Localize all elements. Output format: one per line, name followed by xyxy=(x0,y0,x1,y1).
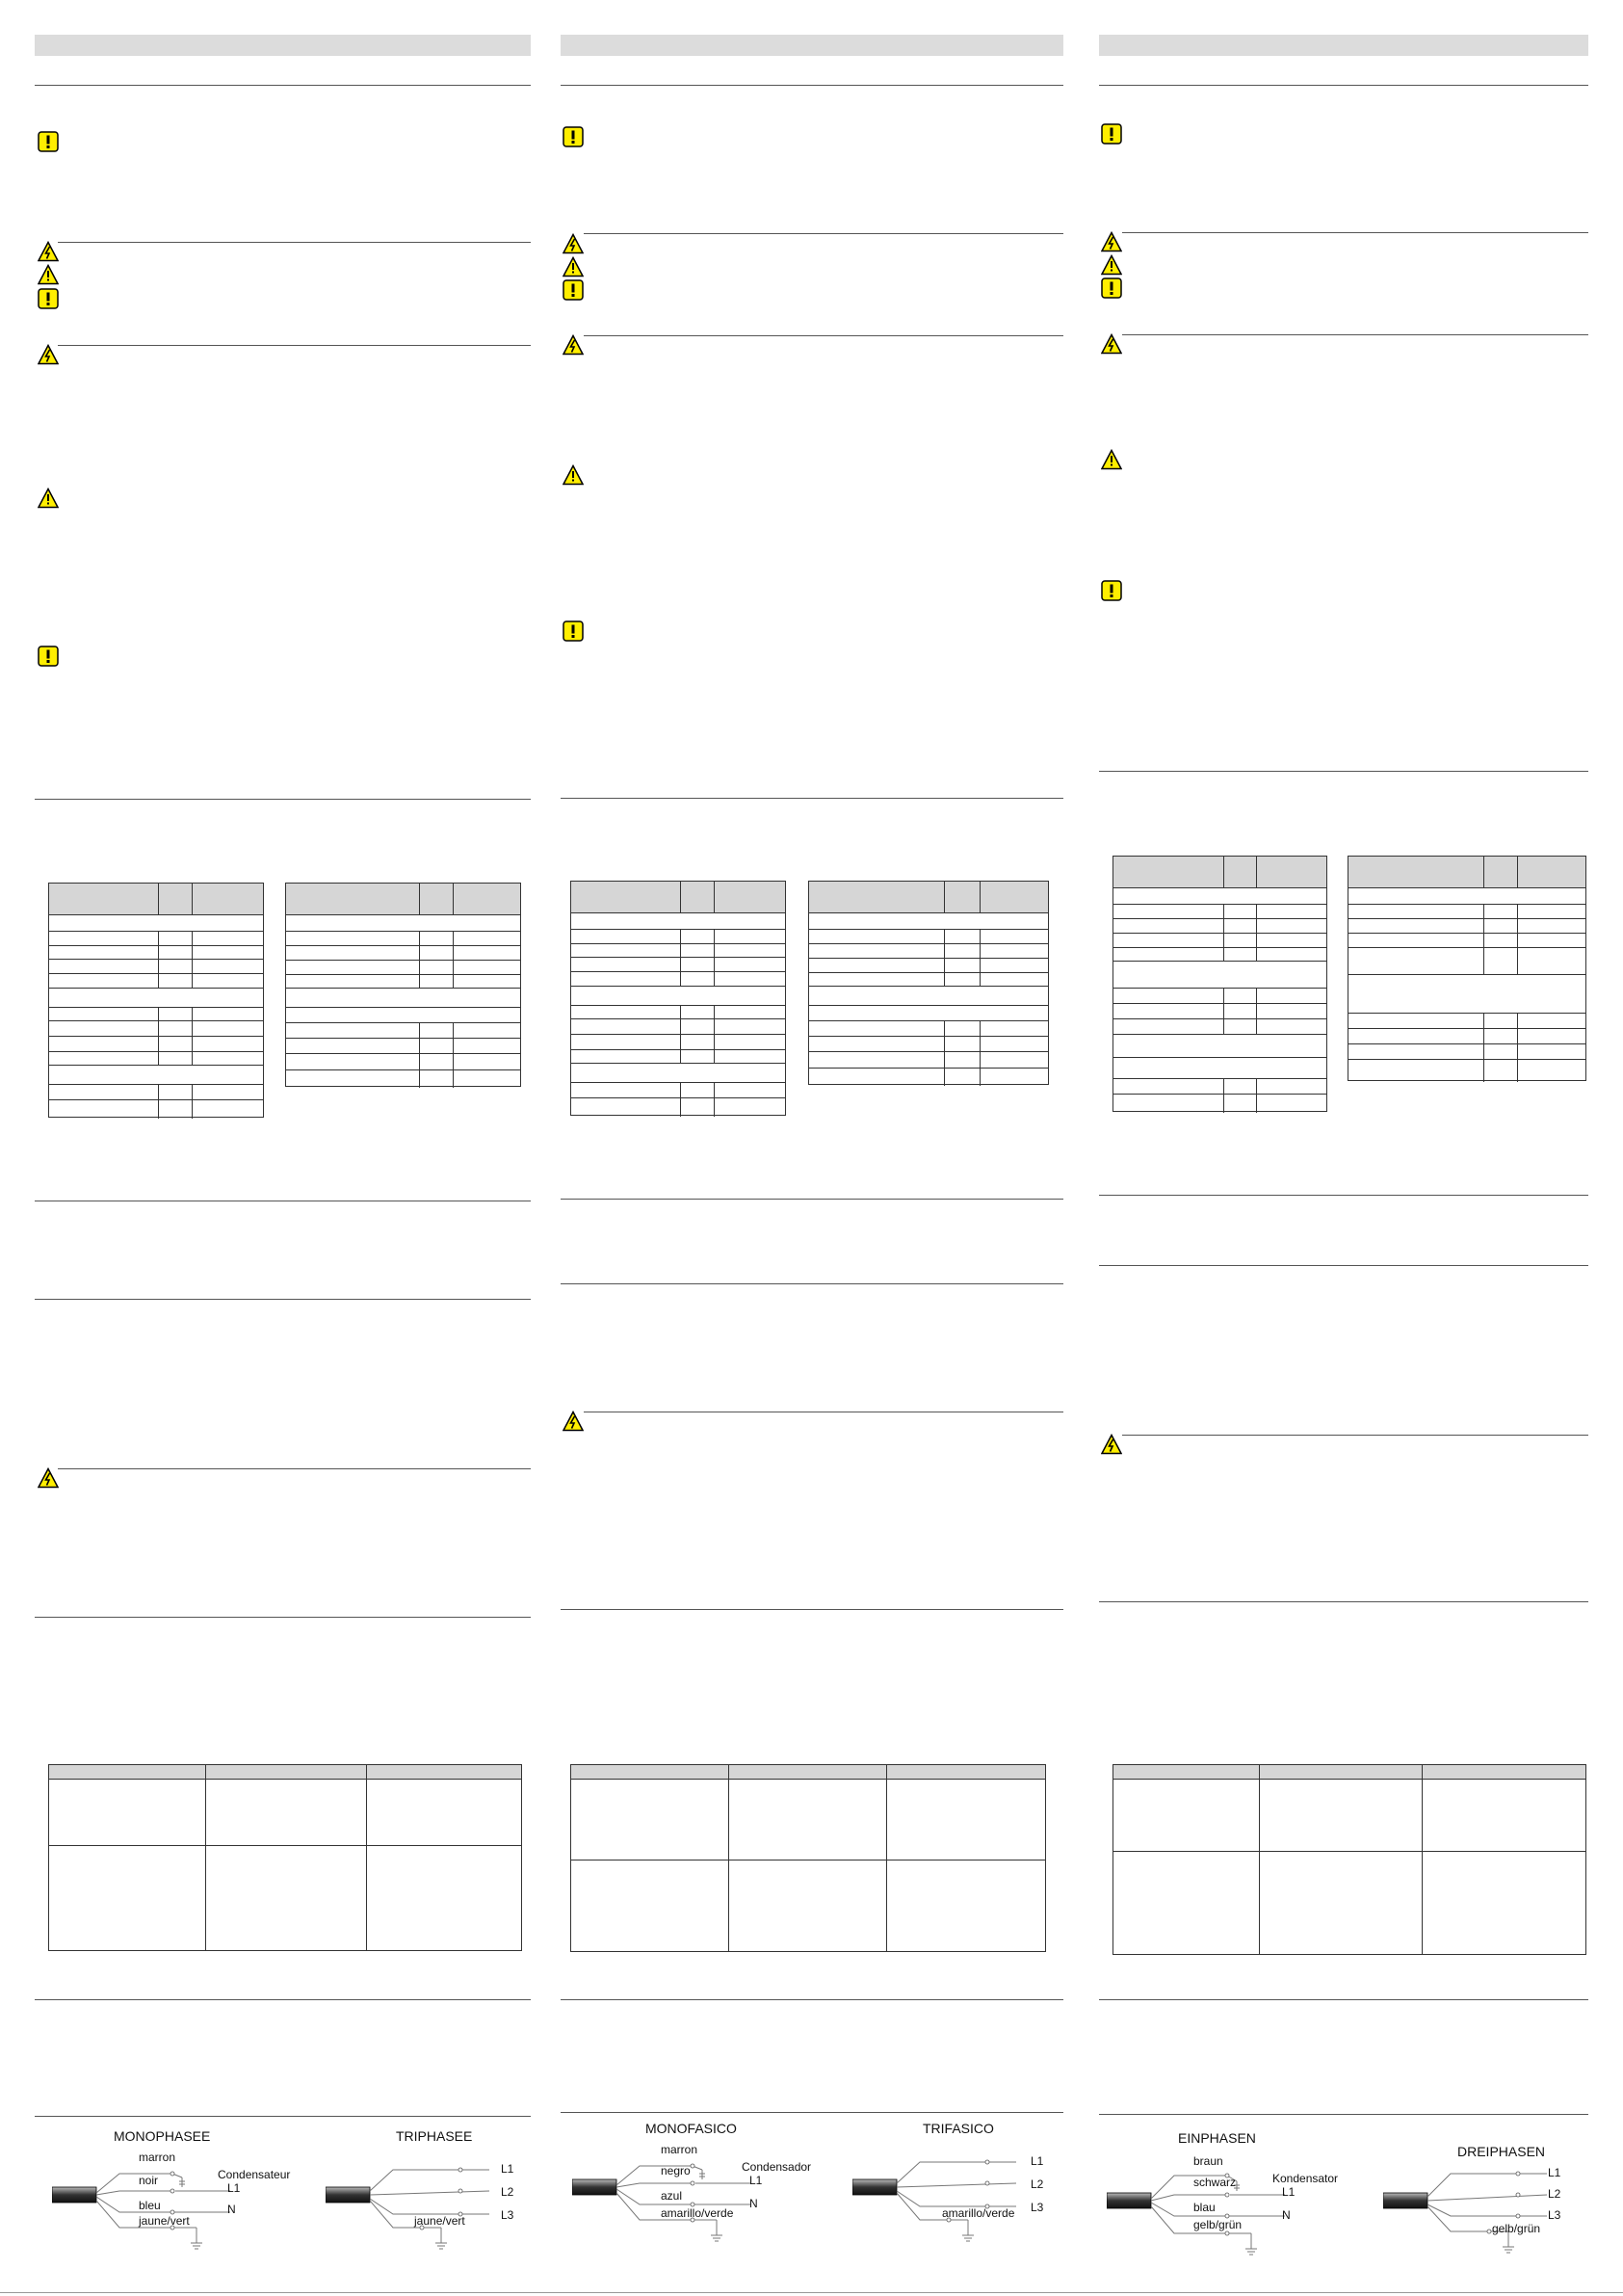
three-phase-wiring xyxy=(326,2147,518,2262)
column-german xyxy=(1099,0,1588,2296)
wire-label-black: schwarz xyxy=(1193,2176,1237,2189)
wire-label-ground-3ph: jaune/vert xyxy=(414,2214,465,2228)
electric-shock-triangle-icon xyxy=(1101,231,1122,252)
wire-label-ground-3ph: gelb/grün xyxy=(1492,2222,1541,2235)
section-rule xyxy=(1099,2114,1588,2115)
terminal-l3-3ph: L3 xyxy=(501,2208,514,2222)
three-phase-wiring xyxy=(1383,2152,1576,2268)
spec-table-left xyxy=(48,883,264,1118)
wire-label-black: noir xyxy=(139,2174,159,2187)
section-rule xyxy=(561,1199,1063,1200)
three-phase-title: TRIPHASEE xyxy=(396,2128,473,2144)
section-rule xyxy=(1099,771,1588,772)
warning-triangle-icon xyxy=(1101,449,1122,470)
section-rule xyxy=(1099,1265,1588,1266)
exclamation-square-icon xyxy=(1101,580,1122,601)
single-phase-title: EINPHASEN xyxy=(1178,2130,1256,2146)
exclamation-square-icon xyxy=(563,126,584,147)
section-rule xyxy=(1099,85,1588,86)
terminal-l1-3ph: L1 xyxy=(1031,2154,1044,2168)
wiring-diagram xyxy=(1099,2120,1588,2264)
wire-label-blue: blau xyxy=(1193,2201,1216,2214)
single-phase-title: MONOFASICO xyxy=(645,2121,737,2136)
exclamation-square-icon xyxy=(38,131,59,152)
three-phase-title: DREIPHASEN xyxy=(1457,2144,1546,2159)
column-spanish xyxy=(561,0,1063,2296)
section-rule xyxy=(35,1299,531,1300)
electric-shock-triangle-icon xyxy=(563,334,584,356)
single-phase-wiring xyxy=(1107,2152,1328,2268)
wire-label-blue: azul xyxy=(661,2189,683,2203)
wire-label-ground-3ph: amarillo/verde xyxy=(942,2206,1015,2220)
spec-table-right xyxy=(285,883,521,1087)
wire-label-ground: amarillo/verde xyxy=(661,2206,734,2220)
wire-label-black: negro xyxy=(661,2164,691,2177)
section-rule xyxy=(584,335,1063,336)
electric-shock-triangle-icon xyxy=(1101,1434,1122,1455)
section-rule xyxy=(561,85,1063,86)
connection-table xyxy=(48,1764,522,1951)
capacitor-label: Kondensator xyxy=(1272,2172,1339,2185)
wire-label-ground: jaune/vert xyxy=(139,2214,190,2228)
electric-shock-triangle-icon xyxy=(1101,333,1122,355)
spec-table-left xyxy=(1113,856,1327,1112)
section-rule xyxy=(1122,232,1588,233)
single-phase-wiring xyxy=(572,2139,794,2255)
exclamation-square-icon xyxy=(1101,123,1122,145)
exclamation-square-icon xyxy=(38,646,59,667)
wire-label-brown: braun xyxy=(1193,2154,1223,2168)
section-rule xyxy=(58,1468,531,1469)
section-rule xyxy=(1099,1601,1588,1602)
wiring-diagram xyxy=(35,2120,531,2264)
section-rule xyxy=(35,799,531,800)
section-rule xyxy=(1122,334,1588,335)
wire-label-blue: bleu xyxy=(139,2199,161,2212)
warning-triangle-icon xyxy=(38,264,59,285)
page-bottom-rule xyxy=(0,2292,1623,2293)
connection-table xyxy=(570,1764,1046,1952)
electric-shock-triangle-icon xyxy=(563,233,584,254)
terminal-l2-3ph: L2 xyxy=(1548,2187,1561,2201)
wire-label-brown: marron xyxy=(661,2143,698,2156)
section-rule xyxy=(1099,1999,1588,2000)
terminal-l1: L1 xyxy=(1282,2185,1296,2199)
section-rule xyxy=(561,1999,1063,2000)
section-rule xyxy=(58,345,531,346)
electric-shock-triangle-icon xyxy=(38,241,59,262)
electric-shock-triangle-icon xyxy=(563,1411,584,1432)
terminal-l1-3ph: L1 xyxy=(501,2162,514,2176)
section-rule xyxy=(561,798,1063,799)
terminal-l1-3ph: L1 xyxy=(1548,2166,1561,2179)
terminal-l3-3ph: L3 xyxy=(1548,2208,1561,2222)
section-rule xyxy=(35,1999,531,2000)
header-band xyxy=(1099,35,1588,56)
spec-table-right xyxy=(1348,856,1586,1081)
warning-triangle-icon xyxy=(38,488,59,509)
terminal-l2-3ph: L2 xyxy=(501,2185,514,2199)
section-rule xyxy=(584,233,1063,234)
warning-triangle-icon xyxy=(563,464,584,486)
spec-table-left xyxy=(570,881,786,1116)
single-phase-title: MONOPHASEE xyxy=(114,2128,211,2144)
section-rule xyxy=(35,85,531,86)
electric-shock-triangle-icon xyxy=(38,344,59,365)
terminal-l3-3ph: L3 xyxy=(1031,2201,1044,2214)
section-rule xyxy=(35,2116,531,2117)
connection-table xyxy=(1113,1764,1586,1955)
terminal-n: N xyxy=(1282,2208,1291,2222)
wire-label-brown: marron xyxy=(139,2151,176,2164)
column-french xyxy=(35,0,531,2296)
section-rule xyxy=(561,1609,1063,1610)
exclamation-square-icon xyxy=(563,620,584,642)
terminal-n: N xyxy=(749,2197,758,2210)
header-band xyxy=(35,35,531,56)
section-rule xyxy=(1122,1435,1588,1436)
warning-triangle-icon xyxy=(563,256,584,277)
terminal-l1: L1 xyxy=(227,2181,241,2195)
exclamation-square-icon xyxy=(1101,277,1122,299)
warning-triangle-icon xyxy=(1101,254,1122,276)
terminal-n: N xyxy=(227,2203,236,2216)
terminal-l2-3ph: L2 xyxy=(1031,2177,1044,2191)
single-phase-wiring xyxy=(52,2147,274,2262)
terminal-l1: L1 xyxy=(749,2174,763,2187)
exclamation-square-icon xyxy=(563,279,584,301)
three-phase-wiring xyxy=(852,2139,1045,2255)
wiring-diagram xyxy=(561,2116,1063,2260)
header-band xyxy=(561,35,1063,56)
section-rule xyxy=(58,242,531,243)
capacitor-label: Condensateur xyxy=(218,2168,291,2181)
section-rule xyxy=(1099,1195,1588,1196)
capacitor-label: Condensador xyxy=(742,2160,812,2174)
section-rule xyxy=(35,1617,531,1618)
electric-shock-triangle-icon xyxy=(38,1467,59,1489)
section-rule xyxy=(561,2112,1063,2113)
spec-table-right xyxy=(808,881,1049,1085)
section-rule xyxy=(561,1283,1063,1284)
three-phase-title: TRIFASICO xyxy=(923,2121,994,2136)
wire-label-ground: gelb/grün xyxy=(1193,2218,1243,2231)
exclamation-square-icon xyxy=(38,288,59,309)
